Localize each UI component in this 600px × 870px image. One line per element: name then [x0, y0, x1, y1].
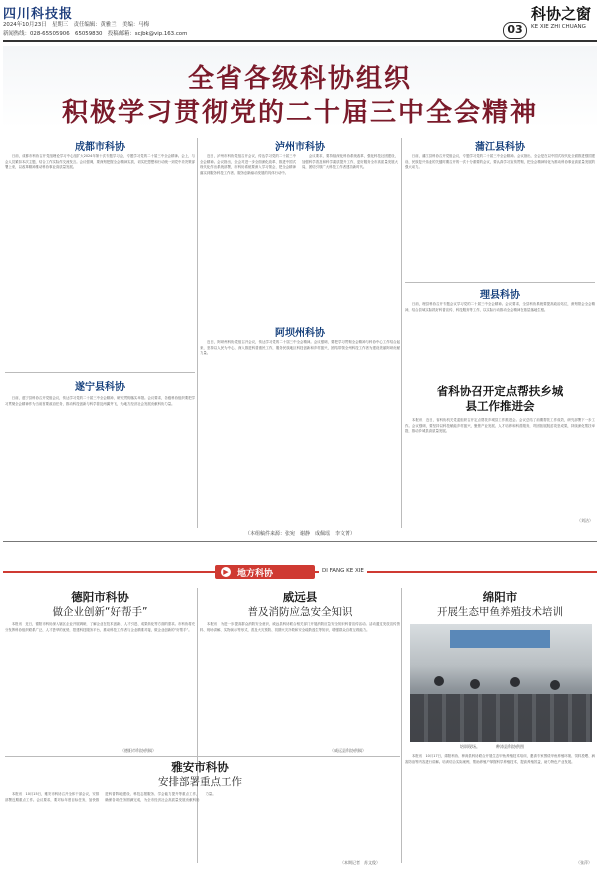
- sidebar-title-1: 省科协召开定点帮扶乡城: [436, 384, 564, 398]
- suining-body: 日前，遂宁县科协召开党组会议，传达学习党的二十届三中全会精神，研究贯彻落实举措。会议要求，各级科协组织要把学习贯彻全会精神作为当前首要政治任务，推动科技创新与科学普及两翼齐飞，为地方经济社会发展贡献科协力量。: [5, 396, 195, 406]
- suining-title: 遂宁县科协: [75, 382, 125, 393]
- mianyang-photo: [410, 624, 592, 742]
- pujiang-body: 日前，蒲江县科协召开党组会议，专题学习党的二十届三中全会精神。会议指出，全会是在以中国式现代化全面推进强国建设、民族复兴伟业的关键时期召开的一次十分重要的会议，要认真学习宣传贯彻，把全会精神转化为推动科协事业高质量发展的强大动力。: [405, 154, 595, 170]
- weiyuan-title-1: 威远县: [282, 590, 318, 604]
- sidebar-author: （刘洁）: [577, 518, 593, 523]
- deyang-title-1: 德阳市科协: [71, 590, 129, 604]
- local-section-icon: ▶: [221, 567, 231, 577]
- weiyuan-body: 本报讯 为进一步提高群众消防安全意识，威远县科协联合相关部门开展消防应急安全知识科普宣传活动。活动通过发放宣传资料、现场讲解、实物演示等形式，普及火灾预防、初期火灾扑救和安全疏散逃生等知识，增强群众自救互救能力。: [200, 622, 400, 632]
- masthead: [3, 2, 597, 42]
- chengdu-title: 成都市科协: [75, 142, 125, 153]
- aba-body: 近日，阿坝州科协党组召开会议，传达学习党的二十届三中全会精神。会议强调，要把学习贯彻全会精神与科协中心工作结合起来，坚持以人民为中心，深入推进科普惠民工作，服务民族地区科技创新和乡村振兴，团结带领全州科技工作者为建设美丽阿坝贡献力量。: [200, 340, 400, 356]
- local-section-label: 地方科协: [237, 569, 274, 579]
- lixian-title: 理县科协: [480, 290, 520, 301]
- local-section-pinyin: DI FANG KE XIE: [319, 568, 367, 574]
- mianyang-title-2: 开展生态甲鱼养殖技术培训: [437, 606, 563, 618]
- page-number: 03: [503, 22, 527, 39]
- section-title: 科协之窗: [531, 5, 592, 23]
- weiyuan-author: （威远县科协供稿）: [330, 748, 366, 753]
- deyang-title-2: 做企业创新“好帮手”: [52, 606, 148, 618]
- mianyang-photo-caption: 培训现场。 种涛县科协供图: [460, 744, 524, 749]
- deyang-body: 本报讯 近日，德阳市科协深入辖区企业开展调研，了解企业在技术创新、人才引进、成果转化等方面的需求。市科协将充分发挥科协组织联系广泛、人才荟萃的优势，搭建科技服务平台，推动科技工作者与企业精准对接，做企业创新的“好帮手”。: [5, 622, 195, 632]
- headline-banner: [3, 46, 597, 128]
- mianyang-body: 本报讯 10月17日，绵阳科协、种涛县科协联合开展生态甲鱼养殖技术培训，邀请专家围绕甲鱼养殖环境、饲料投喂、病害防治等内容进行讲解。培训结合实际案例，帮助养殖户掌握科学养殖技术，提高养殖效益，助力特色产业发展。: [405, 754, 595, 764]
- date-line: 2024年10月23日 星期三 责任编辑：黄雅兰 美编：马梅: [3, 22, 150, 28]
- luzhou-body-2: 会议要求，要持续深化科协系统改革，强化科技社团建设，加强科学普及和科学素质提升工作，更好服务全市高质量发展大局，团结引领广大科技工作者建功新时代。: [302, 154, 398, 170]
- yaan-title-2: 安排部署重点工作: [158, 776, 242, 788]
- yaan-author: （本期记者 苏文俊）: [340, 860, 380, 865]
- yaan-body: 本报讯 10月15日，雅安市科协召开全体干部会议，安排部署近期重点工作。会议要求，要对标年度目标任务，加快推进科普阵地建设、科技志愿服务、学会能力提升等重点工作，确保各项任务圆满完成，为全市经济社会高质量发展贡献科协力量。: [5, 792, 216, 802]
- local-section-bar: [3, 565, 597, 579]
- deyang-author: （德阳市科协供稿）: [120, 748, 156, 753]
- aba-title: 阿坝州科协: [275, 328, 325, 339]
- headline-line-1: 全省各级科协组织: [187, 64, 412, 94]
- pujiang-title: 蒲江县科协: [475, 142, 525, 153]
- chengdu-body: 日前，成都市科协召开党组理论学习中心组扩大2024年第十次专题学习会，专题学习党的二十届三中全会精神。会上，与会人员紧扣本次主题，结合工作实际作交流发言。会议强调，要深刻把握全会精神实质，切实把思想和行动统一到党中央决策部署上来，以改革精神推动科协事业高质量发展。: [5, 154, 195, 170]
- sidebar-story: [405, 384, 595, 530]
- sidebar-body: 本报讯 近日，省科协机关党委组织召开定点帮扶乡城县工作推进会。会议总结了前期帮扶工作成效，研究部署下一步工作。会议强调，要坚持以科技赋能乡村振兴，聚焦产业发展、人才培养和科普服务，巩固拓展脱贫攻坚成果，持续深化帮扶举措，推动乡城县高质量发展。: [405, 418, 595, 434]
- mianyang-author: （张萍）: [576, 860, 592, 865]
- mianyang-title-1: 绵阳市: [482, 590, 518, 604]
- lixian-body: 日前，理县科协召开专题会议学习党的二十届三中全会精神。会议要求，全县科协系统要提高政治站位，深刻领会全会精神，结合县域实际抓好科普宣传、科技服务等工作，以实际行动推动全会精神在基层落地生根。: [405, 302, 595, 312]
- sidebar-title-2: 县工作推进会: [465, 399, 535, 413]
- section-pinyin: KE XIE ZHI CHUANG: [531, 24, 586, 30]
- contact-line: 新闻热线：028-65505906 65059830 投稿邮箱：scjbk@vip.163.com: [3, 31, 188, 37]
- main-byline: （本组稿件来源：张宛 谢静 成佩瑶 李文菁）: [244, 531, 355, 537]
- luzhou-title: 泸州市科协: [275, 142, 325, 153]
- newspaper-logo: 四川科技报: [3, 7, 74, 22]
- yaan-title-1: 雅安市科协: [171, 760, 229, 774]
- headline-line-2: 积极学习贯彻党的二十届三中全会精神: [61, 98, 538, 128]
- weiyuan-title-2: 普及消防应急安全知识: [247, 606, 353, 618]
- luzhou-body: 近日，泸州市科协党组召开会议，传达学习党的二十届三中全会精神。会议指出，全会对进一步全面深化改革、推进中国式现代化作出系统部署，市科协系统要深入学习领会，把全会精神落实到服务科技工作者、服务创新驱动发展的具体行动中。: [200, 154, 296, 175]
